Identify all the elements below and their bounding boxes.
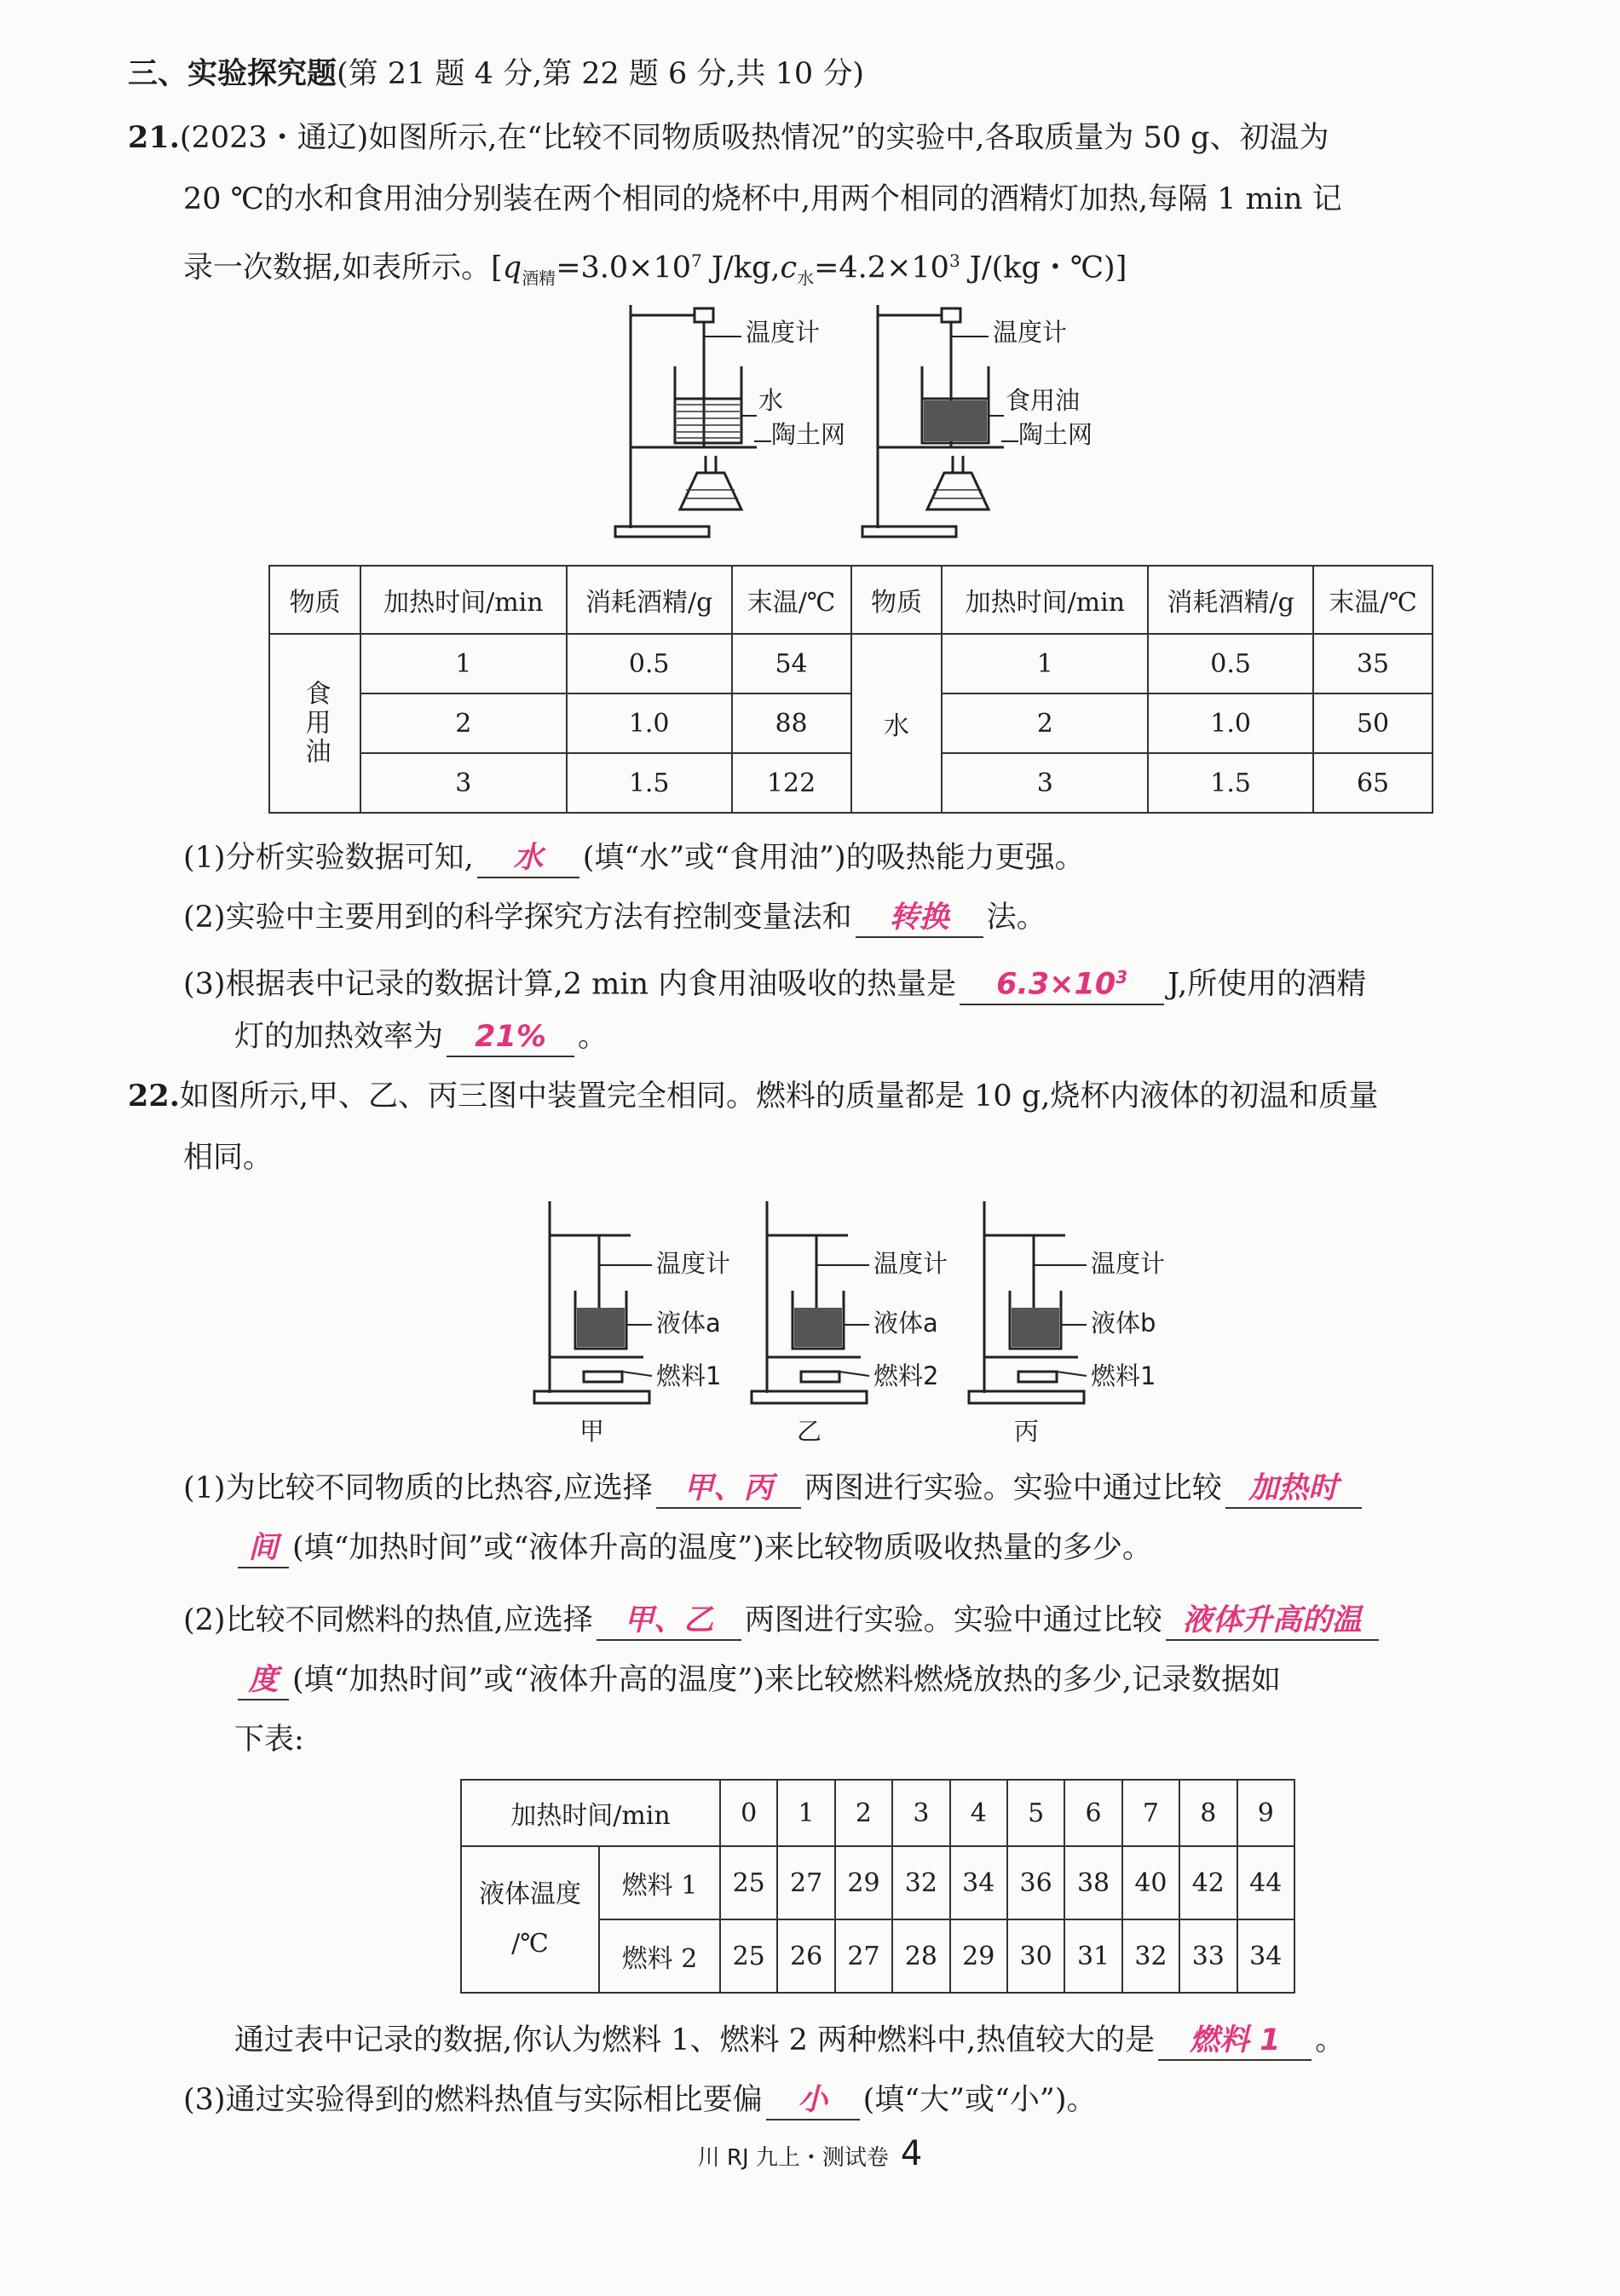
fig-caption-jia: 甲 bbox=[579, 1417, 605, 1446]
q22-p1-text-c: (填“加热时间”或“液体升高的温度”)来比较物质吸收热量的多少。 bbox=[292, 1531, 1152, 1565]
q22-part1 bbox=[183, 1470, 1365, 1509]
table-cell: 1 bbox=[360, 634, 567, 693]
table-cell: 28 bbox=[892, 1919, 949, 1993]
fig-bing-liquid-label: 液体b bbox=[1091, 1309, 1156, 1338]
page-number: 4 bbox=[900, 2134, 923, 2173]
fig-bing-thermometer-label: 温度计 bbox=[1091, 1249, 1166, 1278]
fig-jia-fuel-label: 燃料1 bbox=[656, 1361, 722, 1390]
q21-part3 bbox=[183, 958, 1366, 1005]
table-cell: 3 bbox=[360, 753, 567, 813]
q22-stem-line1 bbox=[128, 1078, 1378, 1115]
table-cell: 1.0 bbox=[1148, 693, 1313, 753]
table-cell: 34 bbox=[1237, 1919, 1294, 1993]
section-heading bbox=[128, 55, 864, 93]
fig-jia-thermometer-label: 温度计 bbox=[656, 1249, 731, 1278]
table-cell: 54 bbox=[732, 634, 851, 693]
table-header-row bbox=[461, 1780, 1294, 1846]
apparatus-jia bbox=[534, 1201, 730, 1446]
q22-p2-text-b: 两图进行实验。实验中通过比较 bbox=[744, 1603, 1162, 1637]
time-cell: 9 bbox=[1237, 1780, 1294, 1846]
q22-answer-2b: 间 bbox=[238, 1529, 289, 1568]
c-subscript: 水 bbox=[797, 268, 815, 289]
q22-p3-text-b: (填“大”或“小”)。 bbox=[862, 2083, 1097, 2117]
q21-p3-text-b: J,所使用的酒精 bbox=[1167, 967, 1367, 1002]
q22-answer-4b: 度 bbox=[238, 1661, 289, 1700]
q22-p2-text: (2)比较不同燃料的热值,应选择 bbox=[183, 1603, 593, 1637]
table-cell: 0.5 bbox=[567, 634, 732, 693]
q21-apparatus-figure bbox=[614, 298, 1125, 541]
q21-p2-text: (2)实验中主要用到的科学探究方法有控制变量法和 bbox=[183, 901, 852, 935]
table-cell: 1 bbox=[942, 634, 1148, 693]
table-cell: 27 bbox=[777, 1846, 834, 1919]
fig-yi-liquid-label: 液体a bbox=[873, 1309, 938, 1338]
section-note: (第 21 题 4 分,第 22 题 6 分,共 10 分) bbox=[337, 57, 864, 91]
q22-p3-text: (3)通过实验得到的燃料热值与实际相比要偏 bbox=[183, 2083, 763, 2117]
row-label-b: /℃ bbox=[511, 1929, 549, 1959]
q21-stem-line3 bbox=[183, 242, 1127, 297]
table-cell: 35 bbox=[1313, 634, 1433, 693]
table-cell: 40 bbox=[1122, 1846, 1179, 1919]
fig-caption-bing: 丙 bbox=[1014, 1417, 1040, 1446]
table-cell: 1.5 bbox=[567, 753, 732, 813]
q-symbol: q bbox=[502, 250, 522, 285]
table-cell: 1.0 bbox=[567, 693, 732, 753]
table-cell: 31 bbox=[1064, 1919, 1121, 1993]
q21-stem3d: =3.0×10 bbox=[556, 250, 692, 285]
q22-apparatus-figure bbox=[533, 1197, 1189, 1453]
table-cell: 25 bbox=[720, 1919, 777, 1993]
q21-stem3i: =4.2×10 bbox=[814, 250, 949, 285]
q21-p1-text-b: (填“水”或“食用油”)的吸热能力更强。 bbox=[582, 841, 1085, 875]
table-cell: 2 bbox=[360, 693, 567, 753]
time-cell: 8 bbox=[1179, 1780, 1237, 1846]
q21-p3-text-c: 灯的加热效率为 bbox=[234, 1020, 444, 1054]
q21-answer-4: 21% bbox=[447, 1018, 574, 1057]
q22-p1-text: (1)为比较不同物质的比热容,应选择 bbox=[183, 1471, 653, 1505]
time-cell: 6 bbox=[1064, 1780, 1121, 1846]
q21-stem1: (2023・通辽)如图所示,在“比较不同物质吸热情况”的实验中,各取质量为 50 g、初温为 bbox=[179, 121, 1329, 155]
q22-answer-2a: 加热时 bbox=[1225, 1470, 1362, 1509]
q21-part3-line2 bbox=[234, 1018, 608, 1057]
q22-part2-line2 bbox=[234, 1661, 1281, 1700]
q22-part2-conclusion bbox=[234, 2022, 1345, 2061]
table-row bbox=[461, 1846, 1294, 1919]
substance-oil-cell: 食用油 bbox=[269, 634, 360, 813]
q22-p2-text-c: (填“加热时间”或“液体升高的温度”)来比较燃料燃烧放热的多少,记录数据如 bbox=[292, 1663, 1282, 1697]
q-exp: 7 bbox=[691, 250, 702, 271]
table-cell: 1.5 bbox=[1148, 753, 1313, 813]
table-cell: 36 bbox=[1007, 1846, 1064, 1919]
fig1-gauze-label: 陶土网 bbox=[771, 420, 846, 449]
fig1-thermometer-label: 温度计 bbox=[746, 318, 821, 347]
time-cell: 3 bbox=[892, 1780, 949, 1846]
q21-stem-line1 bbox=[128, 119, 1329, 157]
page-footer bbox=[0, 2134, 1620, 2173]
apparatus-yi bbox=[752, 1201, 948, 1446]
table-cell: 3 bbox=[942, 753, 1148, 813]
fig-jia-liquid-label: 液体a bbox=[656, 1309, 721, 1338]
q21-p2-text-b: 法。 bbox=[986, 901, 1046, 935]
q21-answer-3-exp: 3 bbox=[1116, 967, 1128, 987]
table-cell: 122 bbox=[732, 753, 851, 813]
table-cell: 25 bbox=[720, 1846, 777, 1919]
q-subscript: 酒精 bbox=[522, 268, 556, 289]
q22-answer-1: 甲、丙 bbox=[656, 1470, 801, 1509]
header-cell: 物质 bbox=[851, 566, 943, 634]
table-cell: 38 bbox=[1064, 1846, 1121, 1919]
q22-answer-4a: 液体升高的温 bbox=[1166, 1602, 1379, 1641]
table-cell: 65 bbox=[1313, 753, 1433, 813]
q21-stem-line2: 20 ℃的水和食用油分别装在两个相同的烧杯中,用两个相同的酒精灯加热,每隔 1 min 记 bbox=[183, 182, 1342, 216]
time-cell: 1 bbox=[777, 1780, 834, 1846]
table-cell: 29 bbox=[835, 1846, 892, 1919]
fig-yi-fuel-label: 燃料2 bbox=[873, 1361, 939, 1390]
q21-p3-text-d: 。 bbox=[578, 1020, 608, 1054]
q22-p1-text-b: 两图进行实验。实验中通过比较 bbox=[804, 1471, 1222, 1505]
header-cell: 加热时间/min bbox=[461, 1780, 720, 1846]
table-cell: 42 bbox=[1179, 1846, 1237, 1919]
table-cell: 32 bbox=[1122, 1919, 1179, 1993]
fig-bing-fuel-label: 燃料1 bbox=[1091, 1361, 1156, 1390]
table-cell: 27 bbox=[835, 1919, 892, 1993]
header-cell: 消耗酒精/g bbox=[567, 566, 732, 634]
table-cell: 2 bbox=[942, 693, 1148, 753]
header-cell: 加热时间/min bbox=[942, 566, 1148, 634]
q22-part2 bbox=[183, 1602, 1382, 1641]
table-header-row bbox=[269, 566, 1433, 634]
q21-part2 bbox=[183, 899, 1046, 938]
time-cell: 0 bbox=[720, 1780, 777, 1846]
q21-stem3f: J/kg, bbox=[701, 250, 781, 285]
time-cell: 7 bbox=[1122, 1780, 1179, 1846]
q22-answer-3: 甲、乙 bbox=[597, 1602, 741, 1641]
q21-answer-3-base: 6.3×10 bbox=[996, 967, 1116, 1002]
substance-water-cell: 水 bbox=[851, 634, 943, 813]
c-exp: 3 bbox=[948, 250, 960, 271]
q21-p1-text: (1)分析实验数据可知, bbox=[183, 841, 474, 875]
table-cell: 0.5 bbox=[1148, 634, 1313, 693]
apparatus-bing bbox=[969, 1201, 1165, 1446]
fig1-water-label: 水 bbox=[758, 386, 784, 415]
row-label-a: 液体温度 bbox=[479, 1879, 581, 1909]
q21-stem3k: J/(kg・℃)] bbox=[960, 250, 1127, 285]
q22-stem-line2: 相同。 bbox=[183, 1141, 274, 1175]
q22-part1-line2 bbox=[234, 1529, 1152, 1568]
header-cell: 物质 bbox=[269, 566, 360, 634]
row-label-cell bbox=[461, 1846, 599, 1993]
table-cell: 26 bbox=[777, 1919, 834, 1993]
time-cell: 5 bbox=[1007, 1780, 1064, 1846]
fuel1-label-cell: 燃料 1 bbox=[599, 1846, 720, 1919]
table-cell: 34 bbox=[950, 1846, 1007, 1919]
q22-number: 22. bbox=[128, 1079, 180, 1113]
section-title: 三、实验探究题 bbox=[128, 56, 337, 91]
q22-data-table bbox=[460, 1779, 1295, 1994]
footer-text: 川 RJ 九上・测试卷 bbox=[697, 2145, 889, 2171]
q21-answer-1: 水 bbox=[477, 839, 579, 878]
q21-stem3a: 录一次数据,如表所示。[ bbox=[183, 250, 503, 285]
time-cell: 4 bbox=[950, 1780, 1007, 1846]
fig2-oil-label: 食用油 bbox=[1006, 386, 1081, 415]
c-symbol: c bbox=[780, 250, 798, 285]
table-cell: 30 bbox=[1007, 1919, 1064, 1993]
fig2-thermometer-label: 温度计 bbox=[993, 318, 1068, 347]
q22-stem1: 如图所示,甲、乙、丙三图中装置完全相同。燃料的质量都是 10 g,烧杯内液体的初温和质量 bbox=[179, 1079, 1379, 1113]
fig-caption-yi: 乙 bbox=[797, 1417, 822, 1446]
table-cell: 44 bbox=[1237, 1846, 1294, 1919]
header-cell: 末温/℃ bbox=[732, 566, 851, 634]
q21-answer-3 bbox=[960, 958, 1164, 1005]
q21-part1 bbox=[183, 839, 1085, 878]
q22-p2-text-f: 。 bbox=[1315, 2023, 1346, 2057]
q22-p2-text-e: 通过表中记录的数据,你认为燃料 1、燃料 2 两种燃料中,热值较大的是 bbox=[234, 2023, 1156, 2057]
q21-answer-2: 转换 bbox=[856, 899, 983, 938]
q22-part3 bbox=[183, 2081, 1096, 2120]
q21-p3-text: (3)根据表中记录的数据计算,2 min 内食用油吸收的热量是 bbox=[183, 967, 957, 1002]
table-cell: 33 bbox=[1179, 1919, 1237, 1993]
header-cell: 末温/℃ bbox=[1313, 566, 1433, 634]
q21-number: 21. bbox=[128, 120, 180, 155]
time-cell: 2 bbox=[835, 1780, 892, 1846]
table-row bbox=[269, 634, 1433, 693]
q22-answer-6: 小 bbox=[766, 2081, 860, 2120]
fuel2-label-cell: 燃料 2 bbox=[599, 1919, 720, 1993]
fig2-gauze-label: 陶土网 bbox=[1018, 420, 1093, 449]
q22-part2-line3: 下表: bbox=[234, 1723, 304, 1757]
table-cell: 50 bbox=[1313, 693, 1433, 753]
q22-answer-5: 燃料 1 bbox=[1158, 2022, 1312, 2061]
header-cell: 消耗酒精/g bbox=[1148, 566, 1313, 634]
table-cell: 32 bbox=[892, 1846, 949, 1919]
table-cell: 88 bbox=[732, 693, 851, 753]
header-cell: 加热时间/min bbox=[360, 566, 567, 634]
q21-data-table bbox=[268, 565, 1433, 814]
fig-yi-thermometer-label: 温度计 bbox=[873, 1249, 948, 1278]
table-cell: 29 bbox=[950, 1919, 1007, 1993]
